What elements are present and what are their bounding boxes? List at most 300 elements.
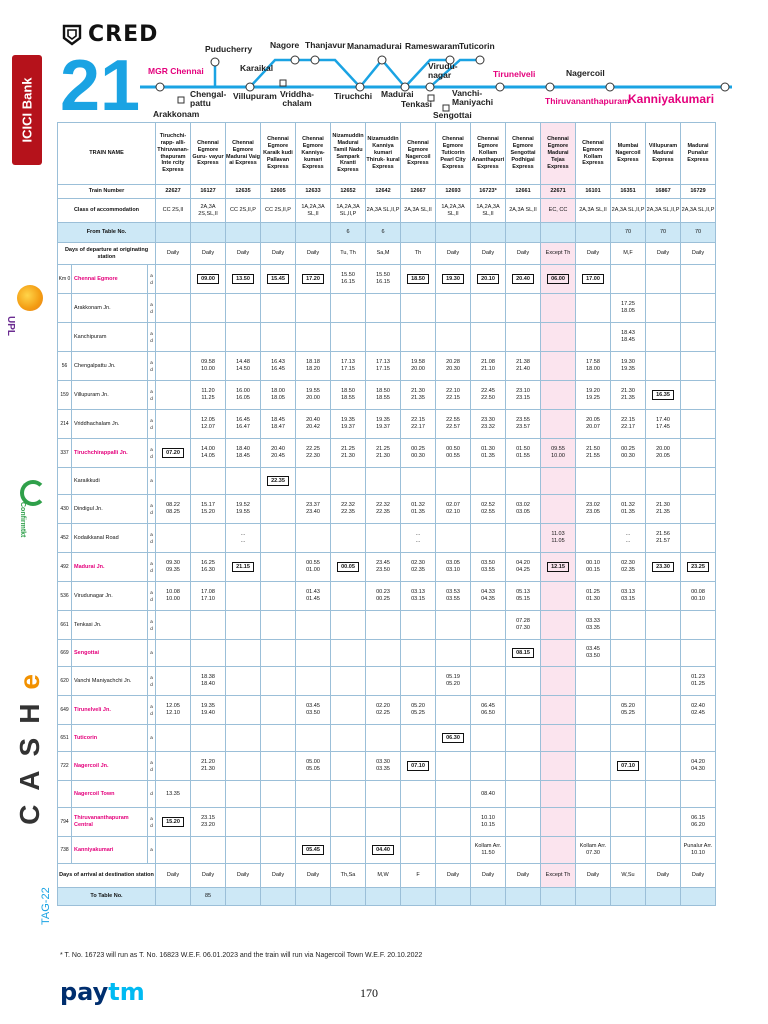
time-cell (226, 611, 261, 640)
time-cell (261, 495, 296, 524)
time-cell (191, 524, 226, 553)
time-cell: 05.20 05.25 (401, 696, 436, 725)
cell-name: Chennai Egmore Nagercoil Express (401, 123, 436, 185)
cell-class: 1A,2A,3A SL,II (471, 199, 506, 223)
time-cell: 01.25 01.30 (576, 582, 611, 611)
time-cell (156, 752, 191, 781)
time-cell (506, 667, 541, 696)
row-label: Days of arrival at destination station (58, 864, 156, 888)
time-cell (576, 468, 611, 495)
time-cell: 15.50 16.15 (366, 265, 401, 294)
time-cell (261, 725, 296, 752)
time-cell (541, 410, 576, 439)
arr-dep-marker: a d (148, 667, 156, 696)
row-label: TRAIN NAME (58, 123, 156, 185)
time-cell (471, 640, 506, 667)
time-cell (576, 725, 611, 752)
station-name: Tiruchchirappalli Jn. (72, 439, 148, 468)
route-mgr-chennai: MGR Chennai (148, 66, 204, 76)
time-cell (576, 808, 611, 837)
cell-name: Chennai Egmore Karaik kudi Pallavan Express (261, 123, 296, 185)
station-row (58, 837, 716, 864)
station-row (58, 553, 716, 582)
time-cell: 22.15 22.17 (401, 410, 436, 439)
time-cell: 19.52 19.55 (226, 495, 261, 524)
arr-dep-marker: a d (148, 381, 156, 410)
time-cell: ... ... (611, 524, 646, 553)
time-cell (611, 725, 646, 752)
cell-from: 70 (681, 223, 716, 243)
cell-number: 12633 (296, 185, 331, 199)
arr-dep-marker: a d (148, 410, 156, 439)
time-cell (261, 752, 296, 781)
time-cell (331, 781, 366, 808)
cell-number: 22627 (156, 185, 191, 199)
time-cell: 21.38 21.40 (506, 352, 541, 381)
time-cell (506, 696, 541, 725)
time-cell (646, 752, 681, 781)
cell-name: Madurai Punalur Express (681, 123, 716, 185)
station-row (58, 381, 716, 410)
cell-number: 12605 (261, 185, 296, 199)
cell-class: 2A,3A SL,II,P (681, 199, 716, 223)
time-cell (506, 265, 541, 294)
cell-number: 12693 (436, 185, 471, 199)
time-cell (261, 808, 296, 837)
time-cell: 04.20 04.30 (681, 752, 716, 781)
cell-to (541, 888, 576, 906)
station-km: 159 (58, 381, 72, 410)
terminal-time: 06.30 (442, 733, 464, 744)
time-cell (366, 667, 401, 696)
time-cell (296, 611, 331, 640)
confirmtkt-logo-text: Confirmtkt (19, 502, 26, 538)
paytm-logo: paytm (60, 978, 145, 1006)
cell-name: Chennai Egmore Sengottai Podhigai Express (506, 123, 541, 185)
station-name: Tuticorin (72, 725, 148, 752)
cell-days_dep: Daily (471, 243, 506, 265)
time-cell (471, 294, 506, 323)
cell-days_arr: M,W (366, 864, 401, 888)
time-cell (261, 837, 296, 864)
time-cell: 22.32 22.35 (366, 495, 401, 524)
cell-class: 2A,3A SL,II (401, 199, 436, 223)
station-km: 649 (58, 696, 72, 725)
time-cell: 20.00 20.05 (646, 439, 681, 468)
route-tuticorin: Tuticorin (459, 41, 495, 51)
time-cell (471, 752, 506, 781)
time-cell: 23.02 23.05 (576, 495, 611, 524)
time-cell (226, 553, 261, 582)
cell-from (576, 223, 611, 243)
time-cell: 18.50 18.55 (366, 381, 401, 410)
time-cell: 03.45 03.50 (296, 696, 331, 725)
terminal-time: 00.05 (337, 562, 359, 573)
time-cell (366, 323, 401, 352)
station-name: Vriddhachalam Jn. (72, 410, 148, 439)
time-cell: 03.13 03.15 (401, 582, 436, 611)
time-cell (506, 808, 541, 837)
time-cell (646, 323, 681, 352)
time-cell: 22.32 22.35 (331, 495, 366, 524)
time-cell (646, 696, 681, 725)
station-row (58, 667, 716, 696)
time-cell: Kollam Arr. 11.50 (471, 837, 506, 864)
cell-number: 22671 (541, 185, 576, 199)
time-cell: 02.30 02.35 (611, 553, 646, 582)
time-cell (681, 352, 716, 381)
station-row (58, 611, 716, 640)
arr-dep-marker: a d (148, 752, 156, 781)
time-cell: 20.05 20.07 (576, 410, 611, 439)
time-cell (156, 468, 191, 495)
time-cell (681, 781, 716, 808)
time-cell (296, 725, 331, 752)
time-cell (296, 781, 331, 808)
time-cell: 03.45 03.50 (576, 640, 611, 667)
station-name: Karaikkudi (72, 468, 148, 495)
header-row-name (58, 123, 716, 185)
time-cell (366, 725, 401, 752)
time-cell (611, 611, 646, 640)
time-cell (366, 837, 401, 864)
row-label: From Table No. (58, 223, 156, 243)
time-cell (261, 553, 296, 582)
cell-class: 1A,2A,3A SL,II (436, 199, 471, 223)
time-cell (156, 611, 191, 640)
cell-to (646, 888, 681, 906)
arr-dep-marker: a (148, 837, 156, 864)
station-row (58, 323, 716, 352)
cell-class: 2A,3A SL,II,P (611, 199, 646, 223)
time-cell: 21.56 21.57 (646, 524, 681, 553)
time-cell (506, 294, 541, 323)
terminal-time: 04.40 (372, 845, 394, 856)
cell-days_arr: Daily (226, 864, 261, 888)
cell-from (191, 223, 226, 243)
route-manamadurai: Manamadurai (347, 41, 402, 51)
arr-dep-marker: a d (148, 582, 156, 611)
time-cell: 12.05 12.10 (156, 696, 191, 725)
cell-days_dep: Daily (576, 243, 611, 265)
time-cell: 07.28 07.30 (506, 611, 541, 640)
terminal-time: 23.25 (687, 562, 709, 573)
time-cell: 13.35 (156, 781, 191, 808)
time-cell (156, 808, 191, 837)
station-km: 430 (58, 495, 72, 524)
cell-days_dep: Daily (681, 243, 716, 265)
time-cell (436, 611, 471, 640)
time-cell: 19.35 19.37 (331, 410, 366, 439)
time-cell (471, 725, 506, 752)
cell-class: 1A,2A,3A SL,II,P (331, 199, 366, 223)
station-name: Madurai Jn. (72, 553, 148, 582)
time-cell: 22.15 22.17 (611, 410, 646, 439)
time-cell (296, 323, 331, 352)
time-cell (471, 468, 506, 495)
time-cell (401, 667, 436, 696)
cell-class: 1A,2A,3A SL,II (296, 199, 331, 223)
time-cell: 21.30 21.35 (646, 495, 681, 524)
time-cell: 00.10 00.15 (576, 553, 611, 582)
time-cell (506, 524, 541, 553)
time-cell (646, 381, 681, 410)
time-cell: 21.25 21.30 (331, 439, 366, 468)
time-cell (156, 265, 191, 294)
time-cell (401, 468, 436, 495)
time-cell (436, 294, 471, 323)
time-cell (541, 582, 576, 611)
time-cell: 03.13 03.15 (611, 582, 646, 611)
time-cell: 17.13 17.15 (366, 352, 401, 381)
station-row (58, 410, 716, 439)
cell-to (261, 888, 296, 906)
cell-class: 2A,3A 2S,SL,II (191, 199, 226, 223)
time-cell (646, 611, 681, 640)
terminal-time: 09.00 (197, 274, 219, 285)
time-cell (226, 781, 261, 808)
time-cell: 08.40 (471, 781, 506, 808)
time-cell: 03.02 03.05 (506, 495, 541, 524)
time-cell: 03.30 03.35 (366, 752, 401, 781)
time-cell: 14.00 14.05 (191, 439, 226, 468)
station-row (58, 294, 716, 323)
time-cell (471, 611, 506, 640)
time-cell (156, 439, 191, 468)
time-cell: 01.23 01.25 (681, 667, 716, 696)
time-cell (506, 781, 541, 808)
time-cell: 18.43 18.45 (611, 323, 646, 352)
time-cell (576, 781, 611, 808)
route-villupuram: Villupuram (233, 91, 277, 101)
station-name: Kodaikkanal Road (72, 524, 148, 553)
time-cell: ... ... (401, 524, 436, 553)
time-cell (646, 667, 681, 696)
time-cell (191, 781, 226, 808)
icici-bank-logo: ICICI Bank (12, 55, 42, 165)
terminal-time: 15.20 (162, 817, 184, 828)
time-cell: 10.10 10.15 (471, 808, 506, 837)
time-cell (156, 725, 191, 752)
cell-to (576, 888, 611, 906)
time-cell (226, 808, 261, 837)
time-cell (611, 667, 646, 696)
time-cell: ... ... (226, 524, 261, 553)
time-cell: 19.30 19.35 (611, 352, 646, 381)
station-row (58, 352, 716, 381)
time-cell: 03.53 03.55 (436, 582, 471, 611)
header-row-from (58, 223, 716, 243)
time-cell (646, 582, 681, 611)
time-cell: 16.00 16.05 (226, 381, 261, 410)
cell-class: 2A,3A SL,II,P (366, 199, 401, 223)
route-vanchi-maniyachi: Vanchi- Maniyachi (452, 88, 494, 107)
upl-logo-icon (17, 285, 43, 311)
time-cell: 18.38 18.40 (191, 667, 226, 696)
cell-to (331, 888, 366, 906)
time-cell (506, 323, 541, 352)
time-cell (506, 725, 541, 752)
time-cell: 21.20 21.30 (191, 752, 226, 781)
time-cell (261, 582, 296, 611)
time-cell: 06.45 06.50 (471, 696, 506, 725)
time-cell (646, 265, 681, 294)
header-row-days_dep (58, 243, 716, 265)
terminal-time: 18.50 (407, 274, 429, 285)
cell-days_dep: Daily (296, 243, 331, 265)
time-cell: 17.25 18.05 (611, 294, 646, 323)
time-cell: 18.40 18.45 (226, 439, 261, 468)
time-cell: 12.05 12.07 (191, 410, 226, 439)
arr-dep-marker: a d (148, 265, 156, 294)
station-row (58, 265, 716, 294)
arr-dep-marker: a d (148, 495, 156, 524)
time-cell (366, 468, 401, 495)
station-row (58, 752, 716, 781)
cell-from (541, 223, 576, 243)
row-label: Train Number (58, 185, 156, 199)
footnote: * T. No. 16723 will run as T. No. 16823 W.E.F. 06.01.2023 and the train will run via Nagercoil Town W.E.F. 20.10.2022 (60, 952, 423, 959)
page-number: 170 (360, 986, 378, 1000)
time-cell: 00.23 00.25 (366, 582, 401, 611)
time-cell: 00.08 00.10 (681, 582, 716, 611)
cell-days_arr: Daily (646, 864, 681, 888)
time-cell (331, 611, 366, 640)
cell-to (366, 888, 401, 906)
arr-dep-marker: a d (148, 294, 156, 323)
time-cell (156, 381, 191, 410)
time-cell: 22.45 22.50 (471, 381, 506, 410)
station-name: Nagercoil Town (72, 781, 148, 808)
station-name: Tenkasi Jn. (72, 611, 148, 640)
cell-days_dep: M,F (611, 243, 646, 265)
cell-from (261, 223, 296, 243)
terminal-time: 20.10 (477, 274, 499, 285)
time-cell (156, 640, 191, 667)
time-cell: 02.20 02.25 (366, 696, 401, 725)
terminal-time: 17.20 (302, 274, 324, 285)
time-cell: 14.48 14.50 (226, 352, 261, 381)
time-cell (646, 640, 681, 667)
cell-name: Chennai Egmore Madurai Vaig ai Express (226, 123, 261, 185)
time-cell (401, 323, 436, 352)
cell-to (471, 888, 506, 906)
station-name: Tirunelveli Jn. (72, 696, 148, 725)
cell-from (471, 223, 506, 243)
terminal-time: 20.40 (512, 274, 534, 285)
time-cell (471, 323, 506, 352)
time-cell: 19.55 20.00 (296, 381, 331, 410)
time-cell: 09.58 10.00 (191, 352, 226, 381)
time-cell (191, 265, 226, 294)
cell-days_arr: Daily (261, 864, 296, 888)
station-km: 337 (58, 439, 72, 468)
time-cell (576, 323, 611, 352)
time-cell: Kollam Arr. 07.30 (576, 837, 611, 864)
time-cell (366, 611, 401, 640)
row-label: Days of departure at originating station (58, 243, 156, 265)
cell-from (296, 223, 331, 243)
time-cell (226, 752, 261, 781)
cell-to (506, 888, 541, 906)
station-km: 452 (58, 524, 72, 553)
arr-dep-marker: d (148, 781, 156, 808)
cell-days_arr: Daily (576, 864, 611, 888)
time-cell (576, 265, 611, 294)
cell-class: 2A,3A SL,II (506, 199, 541, 223)
time-cell: 01.32 01.35 (401, 495, 436, 524)
station-km: 669 (58, 640, 72, 667)
time-cell (611, 752, 646, 781)
terminal-time: 08.15 (512, 648, 534, 659)
arr-dep-marker: a (148, 640, 156, 667)
cell-days_dep: Tu, Th (331, 243, 366, 265)
header-row-to (58, 888, 716, 906)
time-cell (261, 640, 296, 667)
cell-days_dep: Th (401, 243, 436, 265)
time-cell (611, 265, 646, 294)
cell-days_arr: W,Su (611, 864, 646, 888)
time-cell (331, 553, 366, 582)
cell-days_dep: Daily (646, 243, 681, 265)
time-cell (401, 752, 436, 781)
station-km (58, 294, 72, 323)
time-cell (576, 524, 611, 553)
time-cell (646, 837, 681, 864)
time-cell (611, 837, 646, 864)
time-cell (156, 410, 191, 439)
time-cell (226, 323, 261, 352)
cell-name: Chennai Egmore Madurai Tejas Express (541, 123, 576, 185)
time-cell (401, 265, 436, 294)
time-cell (506, 752, 541, 781)
route-tirunelveli: Tirunelveli (493, 69, 536, 79)
station-name: Vanchi Maniyachchi Jn. (72, 667, 148, 696)
time-cell: 01.50 01.55 (506, 439, 541, 468)
time-cell: 21.25 21.30 (366, 439, 401, 468)
terminal-time: 12.15 (547, 562, 569, 573)
time-cell: 23.10 23.15 (506, 381, 541, 410)
time-cell (226, 265, 261, 294)
tag-label: TAG-22 (40, 887, 52, 925)
station-row (58, 725, 716, 752)
cell-to: 85 (191, 888, 226, 906)
time-cell: 21.50 21.55 (576, 439, 611, 468)
terminal-time: 15.45 (267, 274, 289, 285)
time-cell (541, 323, 576, 352)
time-cell: 03.50 03.55 (471, 553, 506, 582)
cell-to (296, 888, 331, 906)
terminal-time: 07.20 (162, 448, 184, 459)
time-cell (576, 696, 611, 725)
time-cell (646, 468, 681, 495)
station-km: 214 (58, 410, 72, 439)
station-name: Kanchipuram (72, 323, 148, 352)
cell-name: Chennai Egmore Guru- vayur Express (191, 123, 226, 185)
cell-class: 2A,3A SL,II (576, 199, 611, 223)
time-cell: 21.08 21.10 (471, 352, 506, 381)
time-cell (401, 294, 436, 323)
cell-days_arr: Daily (191, 864, 226, 888)
arr-dep-marker: a d (148, 524, 156, 553)
time-cell (261, 667, 296, 696)
route-puducherry: Puducherry (205, 44, 253, 54)
terminal-time: 13.50 (232, 274, 254, 285)
time-cell (156, 352, 191, 381)
time-cell (436, 837, 471, 864)
time-cell: 17.08 17.10 (191, 582, 226, 611)
time-cell (541, 294, 576, 323)
